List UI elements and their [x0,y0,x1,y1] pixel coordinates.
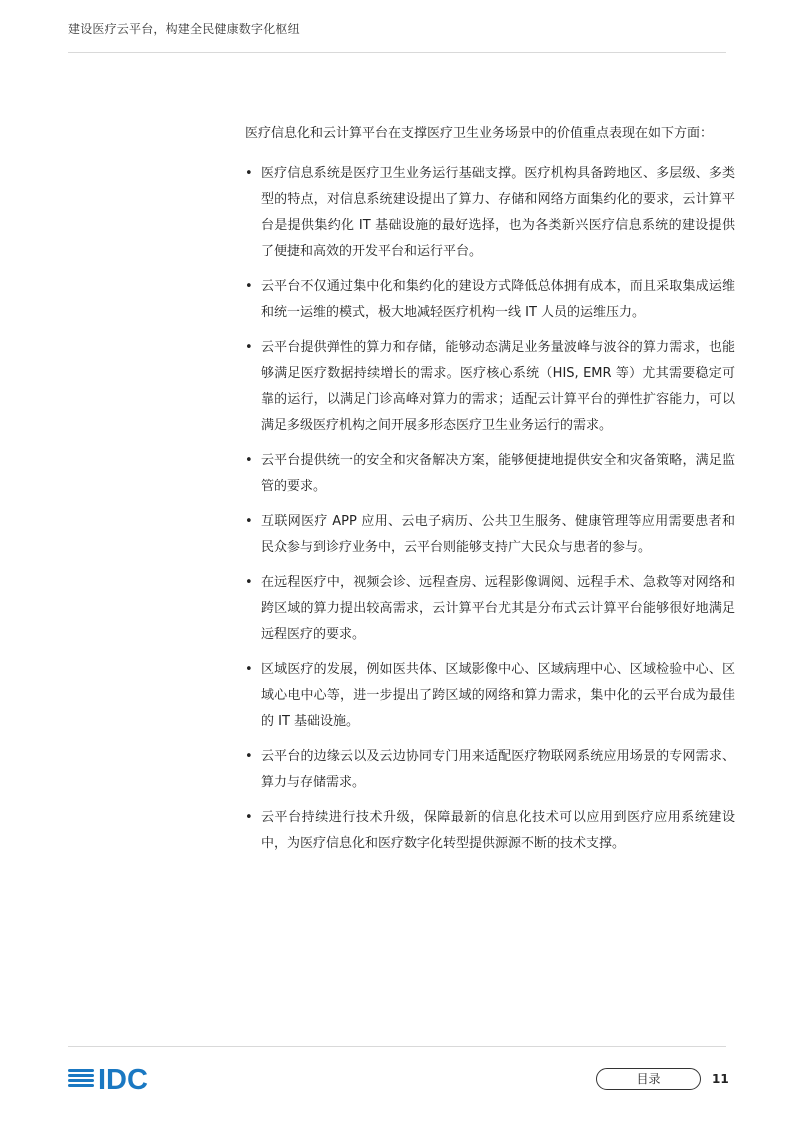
bullet-icon: • [245,575,253,590]
bullet-text: 区域医疗的发展，例如医共体、区域影像中心、区域病理中心、区域检验中心、区域心电中心等，进一步提出了跨区域的网络和算力需求，集中化的云平台成为最佳的 IT 基础设施。 [261,662,735,729]
bullet-text: 在远程医疗中，视频会诊、远程查房、远程影像调阅、远程手术、急救等对网络和跨区域的算力提出较高需求，云计算平台尤其是分布式云计算平台能够很好地满足远程医疗的要求。 [261,575,735,642]
bullet-icon: • [245,662,253,677]
list-item [245,657,735,735]
bullet-icon: • [245,279,253,294]
header-title: 建设医疗云平台，构建全民健康数字化枢纽 [68,22,300,36]
list-item [245,161,735,265]
bullet-text: 互联网医疗 APP 应用、云电子病历、公共卫生服务、健康管理等应用需要患者和民众参与到诊疗业务中，云平台则能够支持广大民众与患者的参与。 [261,514,735,555]
bullet-icon: • [245,514,253,529]
list-item [245,335,735,439]
list-item [245,570,735,648]
bullet-text: 医疗信息系统是医疗卫生业务运行基础支撑。医疗机构具备跨地区、多层级、多类型的特点，对信息系统建设提出了算力、存储和网络方面集约化的要求，云计算平台是提供集约化 IT 基础设施的最好选择，也为各类新兴医疗信息系统的建设提供了便捷和高效的开发平台和运行平台。 [261,166,735,259]
idc-logo-icon [68,1062,168,1094]
page-header [68,20,726,53]
list-item [245,805,735,857]
toc-button[interactable]: 目录 [596,1068,701,1090]
idc-logo-text: IDC [98,1064,148,1094]
idc-logo[interactable] [68,1062,168,1094]
list-item [245,274,735,326]
bullet-icon: • [245,340,253,355]
bullet-text: 云平台不仅通过集中化和集约化的建设方式降低总体拥有成本，而且采取集成运维和统一运维的模式，极大地减轻医疗机构一线 IT 人员的运维压力。 [261,279,735,320]
bullet-icon: • [245,166,253,181]
bullet-text: 云平台的边缘云以及云边协同专门用来适配医疗物联网系统应用场景的专网需求、算力与存储需求。 [261,749,735,790]
list-item [245,744,735,796]
footer-divider [68,1046,726,1047]
bullet-list [245,161,735,857]
list-item [245,448,735,500]
bullet-icon: • [245,453,253,468]
bullet-icon: • [245,810,253,825]
bullet-text: 云平台提供弹性的算力和存储，能够动态满足业务量波峰与波谷的算力需求，也能够满足医疗数据持续增长的需求。医疗核心系统（HIS, EMR 等）尤其需要稳定可靠的运行，以满足门诊高峰对算力的需求；适配云计算平台的弹性扩容能力，可以满足多级医疗机构之间开展多形态医疗卫生业务运行的需求。 [261,340,735,433]
main-content [245,124,735,866]
intro-paragraph: 医疗信息化和云计算平台在支撑医疗卫生业务场景中的价值重点表现在如下方面： [245,126,714,141]
bullet-text: 云平台提供统一的安全和灾备解决方案，能够便捷地提供安全和灾备策略，满足监管的要求。 [261,453,735,494]
bullet-text: 云平台持续进行技术升级，保障最新的信息化技术可以应用到医疗应用系统建设中，为医疗信息化和医疗数字化转型提供源源不断的技术支撑。 [261,810,735,851]
page-number: 11 [712,1072,729,1086]
list-item [245,509,735,561]
bullet-icon: • [245,749,253,764]
